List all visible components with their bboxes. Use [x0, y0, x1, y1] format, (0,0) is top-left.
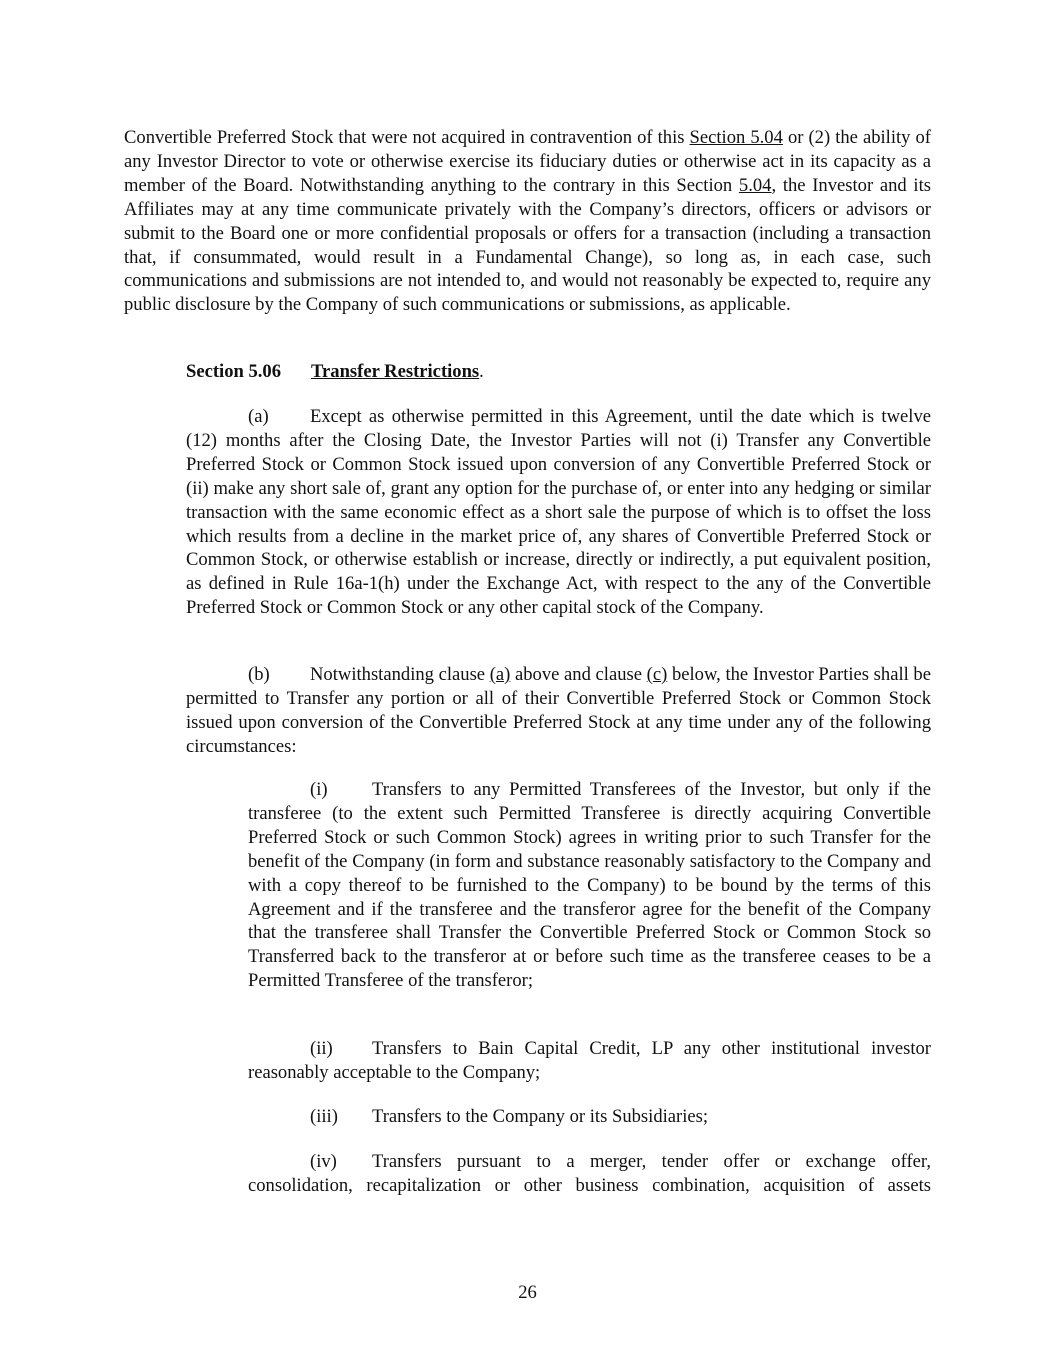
subclause-ii [248, 1037, 931, 1085]
subclause-ii-label: (ii) [310, 1038, 333, 1059]
subclause-i-text: Transfers to any Permitted Transferees of the Investor, but only if the transferee (to the extent such Permitted Transferee is directly acquiring Convertible Preferred Stock or such Common Stock) agrees in writing prior to such Transfer for the benefit of the Company (in form and substance reasonably satisfactory to the Company and with a copy thereof to be furnished to the Company) to be bound by the terms of this Agreement and if the transferee and the transferor agree for the benefit of the Company that the transferee shall Transfer the Convertible Preferred Stock or Common Stock so Transferred back to the transferor at or before such time as the transferee ceases to be a Permitted Transferee of the transferor; [248, 779, 931, 992]
clause-b-text-1: Notwithstanding clause [310, 664, 490, 685]
subclause-iii-label: (iii) [310, 1106, 338, 1127]
intro-paragraph [124, 126, 931, 317]
page-number: 26 [518, 1282, 537, 1303]
section-title: Transfer Restrictions [311, 361, 480, 382]
section-title-suffix: . [479, 361, 484, 382]
subclause-iii [248, 1105, 931, 1129]
subclause-i-label: (i) [310, 779, 328, 800]
section-504-reference-2[interactable]: 5.04 [738, 174, 772, 196]
subclause-ii-text: Transfers to Bain Capital Credit, LP any other institutional investor reasonably acceptable to the Company; [248, 1038, 931, 1083]
clause-a-reference[interactable]: (a) [489, 664, 511, 685]
clause-b-label: (b) [248, 664, 270, 685]
clause-c-reference[interactable]: (c) [646, 664, 668, 685]
section-heading [186, 360, 484, 384]
subclause-iv [248, 1150, 931, 1198]
clause-b [186, 663, 931, 759]
intro-text-3: , the Investor and its Affiliates may at any time communicate privately with the Company’s directors, officers or advisors or submit to the Board one or more confidential proposals or offers for a transaction (including a transaction that, if consummated, would result in a Fundamental Change), so long as, in each case, such communications and submissions are not intended to, and would not reasonably be expected to, require any public disclosure by the Company of such communications or submissions, as applicable. [124, 174, 931, 316]
intro-text-1: Convertible Preferred Stock that were not acquired in contravention of this [124, 127, 690, 148]
section-number: Section 5.06 [186, 361, 282, 382]
clause-a-label: (a) [248, 406, 269, 427]
subclause-iv-text: Transfers pursuant to a merger, tender offer or exchange offer, consolidation, recapitalization or other business combination, acquisition of assets [248, 1151, 931, 1196]
clause-a [186, 405, 931, 620]
intro-text-2: or (2) the ability of any Investor Director to vote or otherwise exercise its fiduciary duties or otherwise act in its capacity as a member of the Board. Notwithstanding anything to the contrary in this Section [124, 127, 931, 196]
subclause-iv-label: (iv) [310, 1151, 337, 1172]
clause-b-text-2: above and clause [510, 664, 647, 685]
section-504-reference[interactable]: Section 5.04 [689, 127, 783, 148]
clause-b-text-3: below, the Investor Parties shall be permitted to Transfer any portion or all of their Convertible Preferred Stock or Common Stock issued upon conversion of the Convertible Preferred Stock at any time under any of the following circumstances: [186, 664, 931, 757]
subclause-iii-text: Transfers to the Company or its Subsidiaries; [372, 1106, 709, 1127]
clause-a-text: Except as otherwise permitted in this Agreement, until the date which is twelve (12) months after the Closing Date, the Investor Parties will not (i) Transfer any Convertible Preferred Stock or Common Stock issued upon conversion of any Convertible Preferred Stock or (ii) make any short sale of, grant any option for the purchase of, or enter into any hedging or similar transaction with the same economic effect as a short sale the purpose of which is to offset the loss which results from a decline in the market price of, any shares of Convertible Preferred Stock or Common Stock, or otherwise establish or increase, directly or indirectly, a put equivalent position, as defined in Rule 16a-1(h) under the Exchange Act, with respect to the any of the Convertible Preferred Stock or Common Stock or any other capital stock of the Company. [186, 406, 931, 619]
subclause-i [248, 778, 931, 993]
